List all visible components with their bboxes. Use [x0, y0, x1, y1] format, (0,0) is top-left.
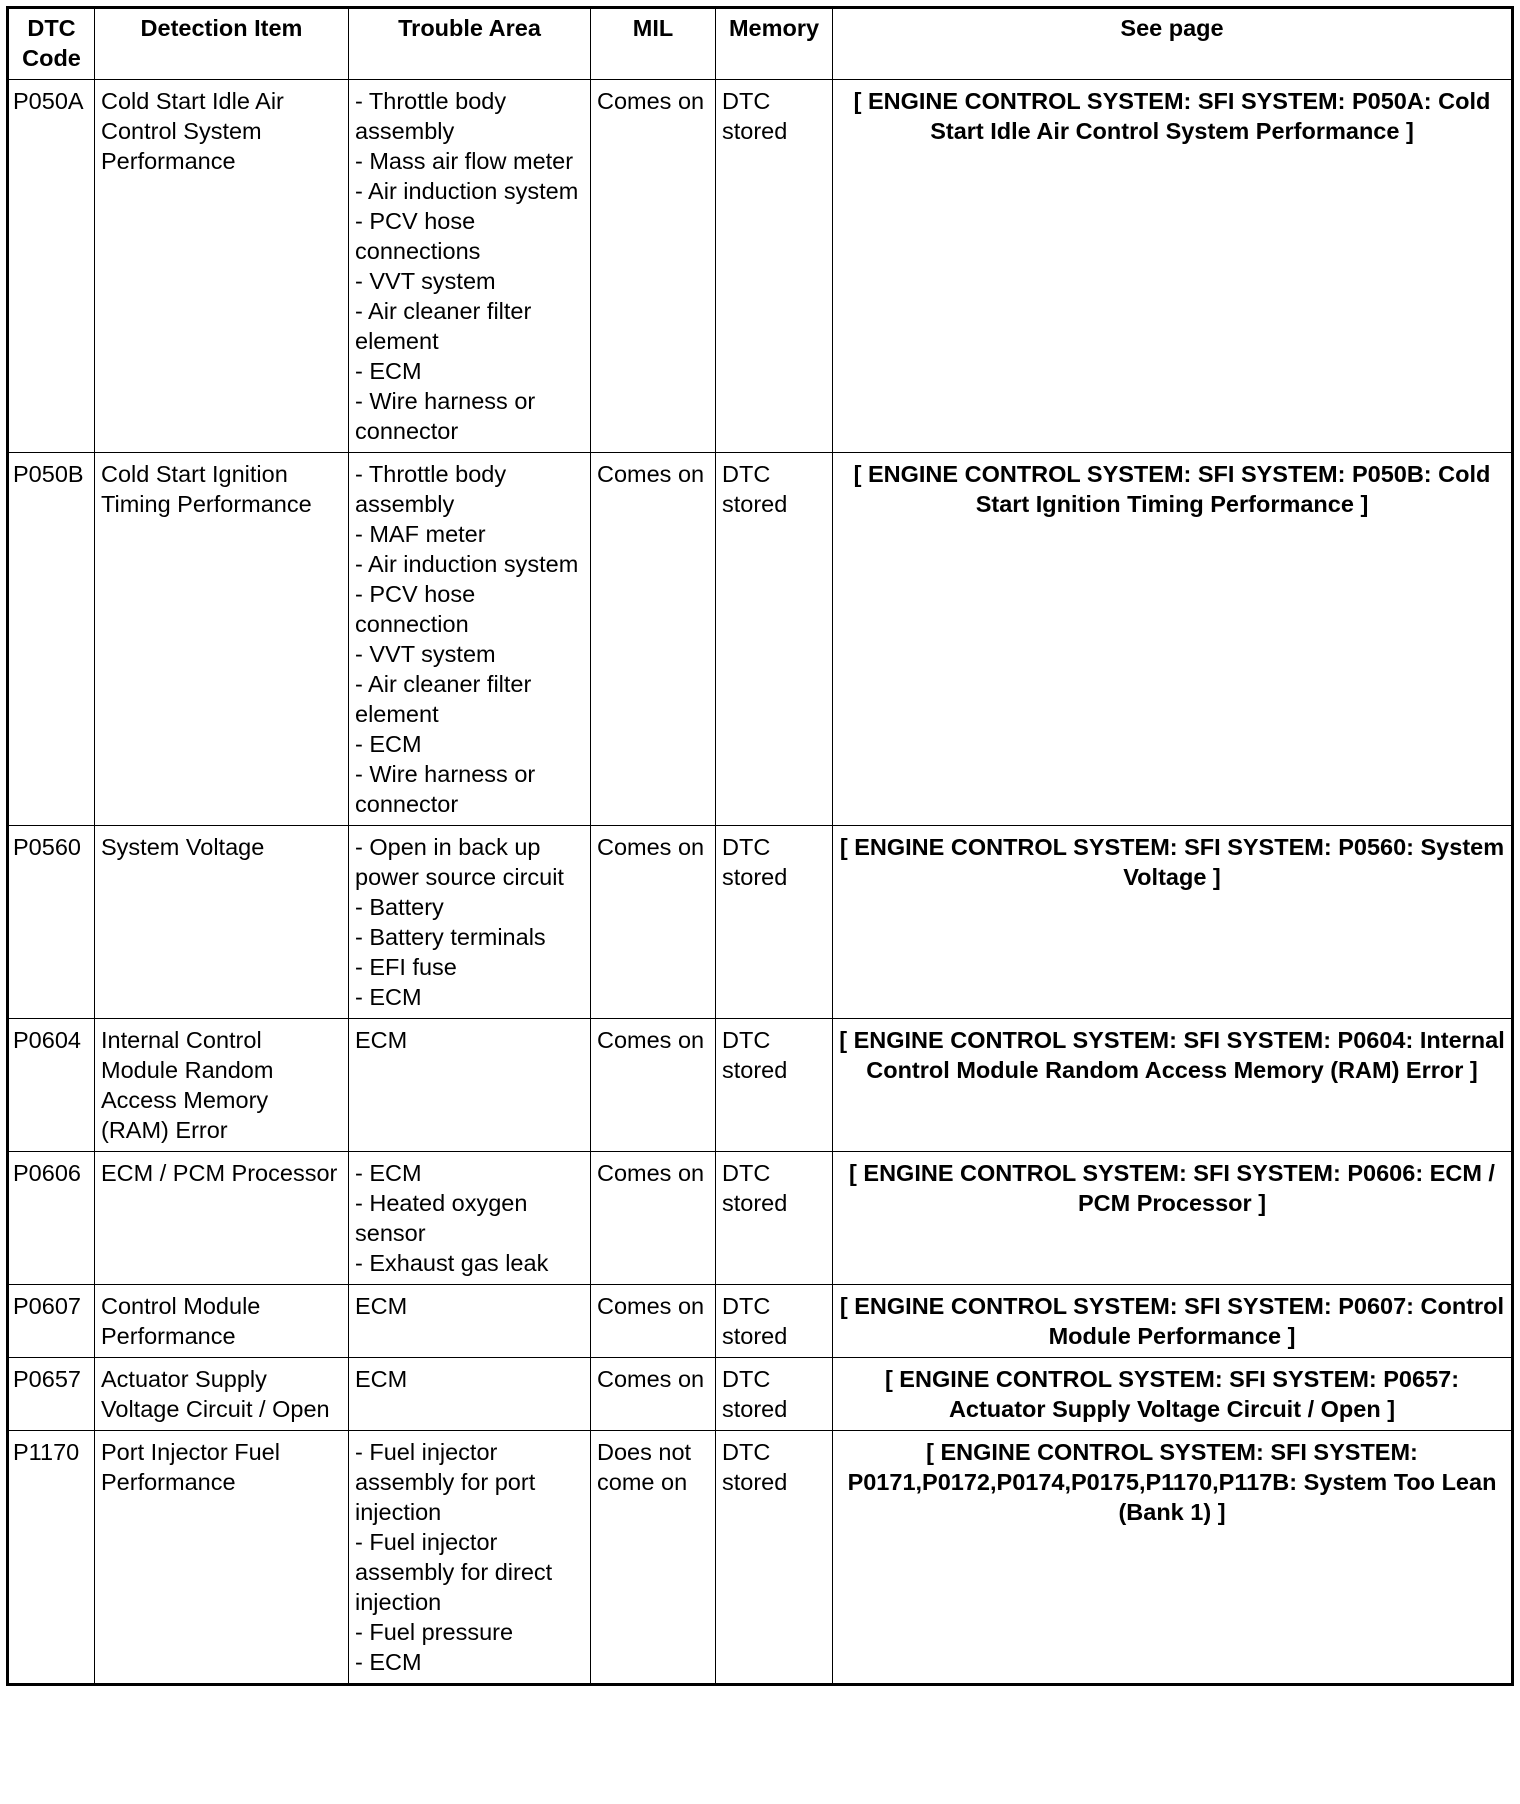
memory-cell: DTC stored — [716, 1431, 833, 1685]
trouble-area-item: - ECM — [355, 984, 422, 1010]
header-dtc-code: DTC Code — [8, 8, 95, 80]
memory-cell: DTC stored — [716, 80, 833, 453]
trouble-area-item: - Fuel injector assembly for port injection — [355, 1439, 536, 1525]
header-trouble-area: Trouble Area — [349, 8, 591, 80]
memory-cell: DTC stored — [716, 1285, 833, 1358]
see-page-link[interactable]: [ ENGINE CONTROL SYSTEM: SFI SYSTEM: P0606: ECM / PCM Processor ] — [833, 1152, 1513, 1285]
header-memory: Memory — [716, 8, 833, 80]
trouble-area-item: ECM — [355, 1027, 408, 1053]
dtc-code-cell: P1170 — [8, 1431, 95, 1685]
detection-item-cell: Cold Start Ignition Timing Performance — [95, 453, 349, 826]
trouble-area-item: - ECM — [355, 358, 422, 384]
trouble-area-item: - Fuel injector assembly for direct injection — [355, 1529, 553, 1615]
trouble-area-item: - Air induction system — [355, 551, 579, 577]
header-row — [8, 8, 1513, 80]
mil-cell: Comes on — [591, 1152, 716, 1285]
mil-cell: Comes on — [591, 80, 716, 453]
trouble-area-cell — [349, 1431, 591, 1685]
trouble-area-item: - Open in back up power source circuit — [355, 834, 564, 890]
dtc-code-cell: P0606 — [8, 1152, 95, 1285]
trouble-area-item: - VVT system — [355, 641, 496, 667]
dtc-table — [6, 6, 1514, 1686]
memory-cell: DTC stored — [716, 1152, 833, 1285]
trouble-area-item: ECM — [355, 1366, 408, 1392]
trouble-area-item: - ECM — [355, 1649, 422, 1675]
header-detection-item: Detection Item — [95, 8, 349, 80]
trouble-area-item: - Throttle body assembly — [355, 88, 507, 144]
trouble-area-item: ECM — [355, 1293, 408, 1319]
dtc-code-cell: P0560 — [8, 826, 95, 1019]
trouble-area-cell — [349, 453, 591, 826]
table-row — [8, 1019, 1513, 1152]
mil-cell: Comes on — [591, 453, 716, 826]
header-see-page: See page — [833, 8, 1513, 80]
header-mil: MIL — [591, 8, 716, 80]
trouble-area-item: - Battery — [355, 894, 444, 920]
trouble-area-item: - ECM — [355, 1160, 422, 1186]
trouble-area-item: - Air cleaner filter element — [355, 671, 532, 727]
trouble-area-item: - Fuel pressure — [355, 1619, 514, 1645]
table-row — [8, 826, 1513, 1019]
trouble-area-cell — [349, 1152, 591, 1285]
detection-item-cell: Actuator Supply Voltage Circuit / Open — [95, 1358, 349, 1431]
table-row — [8, 80, 1513, 453]
dtc-code-cell: P0604 — [8, 1019, 95, 1152]
see-page-link[interactable]: [ ENGINE CONTROL SYSTEM: SFI SYSTEM: P0560: System Voltage ] — [833, 826, 1513, 1019]
detection-item-cell: Internal Control Module Random Access Memory (RAM) Error — [95, 1019, 349, 1152]
table-row — [8, 1431, 1513, 1685]
mil-cell: Comes on — [591, 826, 716, 1019]
trouble-area-item: - Wire harness or connector — [355, 761, 536, 817]
trouble-area-item: - Battery terminals — [355, 924, 546, 950]
trouble-area-item: - Air induction system — [355, 178, 579, 204]
detection-item-cell: Port Injector Fuel Performance — [95, 1431, 349, 1685]
mil-cell: Comes on — [591, 1358, 716, 1431]
table-row — [8, 1358, 1513, 1431]
see-page-link[interactable]: [ ENGINE CONTROL SYSTEM: SFI SYSTEM: P050B: Cold Start Ignition Timing Performance ] — [833, 453, 1513, 826]
table-body — [8, 80, 1513, 1685]
dtc-code-cell: P050B — [8, 453, 95, 826]
trouble-area-item: - MAF meter — [355, 521, 486, 547]
trouble-area-item: - EFI fuse — [355, 954, 457, 980]
trouble-area-item: - ECM — [355, 731, 422, 757]
detection-item-cell: Control Module Performance — [95, 1285, 349, 1358]
trouble-area-cell — [349, 826, 591, 1019]
see-page-link[interactable]: [ ENGINE CONTROL SYSTEM: SFI SYSTEM: P0607: Control Module Performance ] — [833, 1285, 1513, 1358]
trouble-area-cell — [349, 1285, 591, 1358]
dtc-code-cell: P0607 — [8, 1285, 95, 1358]
memory-cell: DTC stored — [716, 1019, 833, 1152]
memory-cell: DTC stored — [716, 826, 833, 1019]
table-row — [8, 1152, 1513, 1285]
trouble-area-cell — [349, 1358, 591, 1431]
detection-item-cell: System Voltage — [95, 826, 349, 1019]
trouble-area-item: - VVT system — [355, 268, 496, 294]
trouble-area-cell — [349, 80, 591, 453]
see-page-link[interactable]: [ ENGINE CONTROL SYSTEM: SFI SYSTEM: P0604: Internal Control Module Random Access Memory (RAM) Error ] — [833, 1019, 1513, 1152]
table-row — [8, 1285, 1513, 1358]
trouble-area-item: - PCV hose connection — [355, 581, 476, 637]
memory-cell: DTC stored — [716, 1358, 833, 1431]
trouble-area-item: - Heated oxygen sensor — [355, 1190, 528, 1246]
trouble-area-item: - Exhaust gas leak — [355, 1250, 549, 1276]
detection-item-cell: ECM / PCM Processor — [95, 1152, 349, 1285]
detection-item-cell: Cold Start Idle Air Control System Performance — [95, 80, 349, 453]
see-page-link[interactable]: [ ENGINE CONTROL SYSTEM: SFI SYSTEM: P0657: Actuator Supply Voltage Circuit / Open ] — [833, 1358, 1513, 1431]
see-page-link[interactable]: [ ENGINE CONTROL SYSTEM: SFI SYSTEM: P050A: Cold Start Idle Air Control System Performance ] — [833, 80, 1513, 453]
mil-cell: Comes on — [591, 1285, 716, 1358]
mil-cell: Comes on — [591, 1019, 716, 1152]
trouble-area-item: - Mass air flow meter — [355, 148, 574, 174]
dtc-code-cell: P0657 — [8, 1358, 95, 1431]
mil-cell: Does not come on — [591, 1431, 716, 1685]
trouble-area-item: - Wire harness or connector — [355, 388, 536, 444]
trouble-area-item: - PCV hose connections — [355, 208, 481, 264]
table-row — [8, 453, 1513, 826]
trouble-area-item: - Air cleaner filter element — [355, 298, 532, 354]
trouble-area-cell — [349, 1019, 591, 1152]
memory-cell: DTC stored — [716, 453, 833, 826]
trouble-area-item: - Throttle body assembly — [355, 461, 507, 517]
dtc-code-cell: P050A — [8, 80, 95, 453]
see-page-link[interactable]: [ ENGINE CONTROL SYSTEM: SFI SYSTEM: P0171,P0172,P0174,P0175,P1170,P117B: System Too Lean (Bank 1) ] — [833, 1431, 1513, 1685]
